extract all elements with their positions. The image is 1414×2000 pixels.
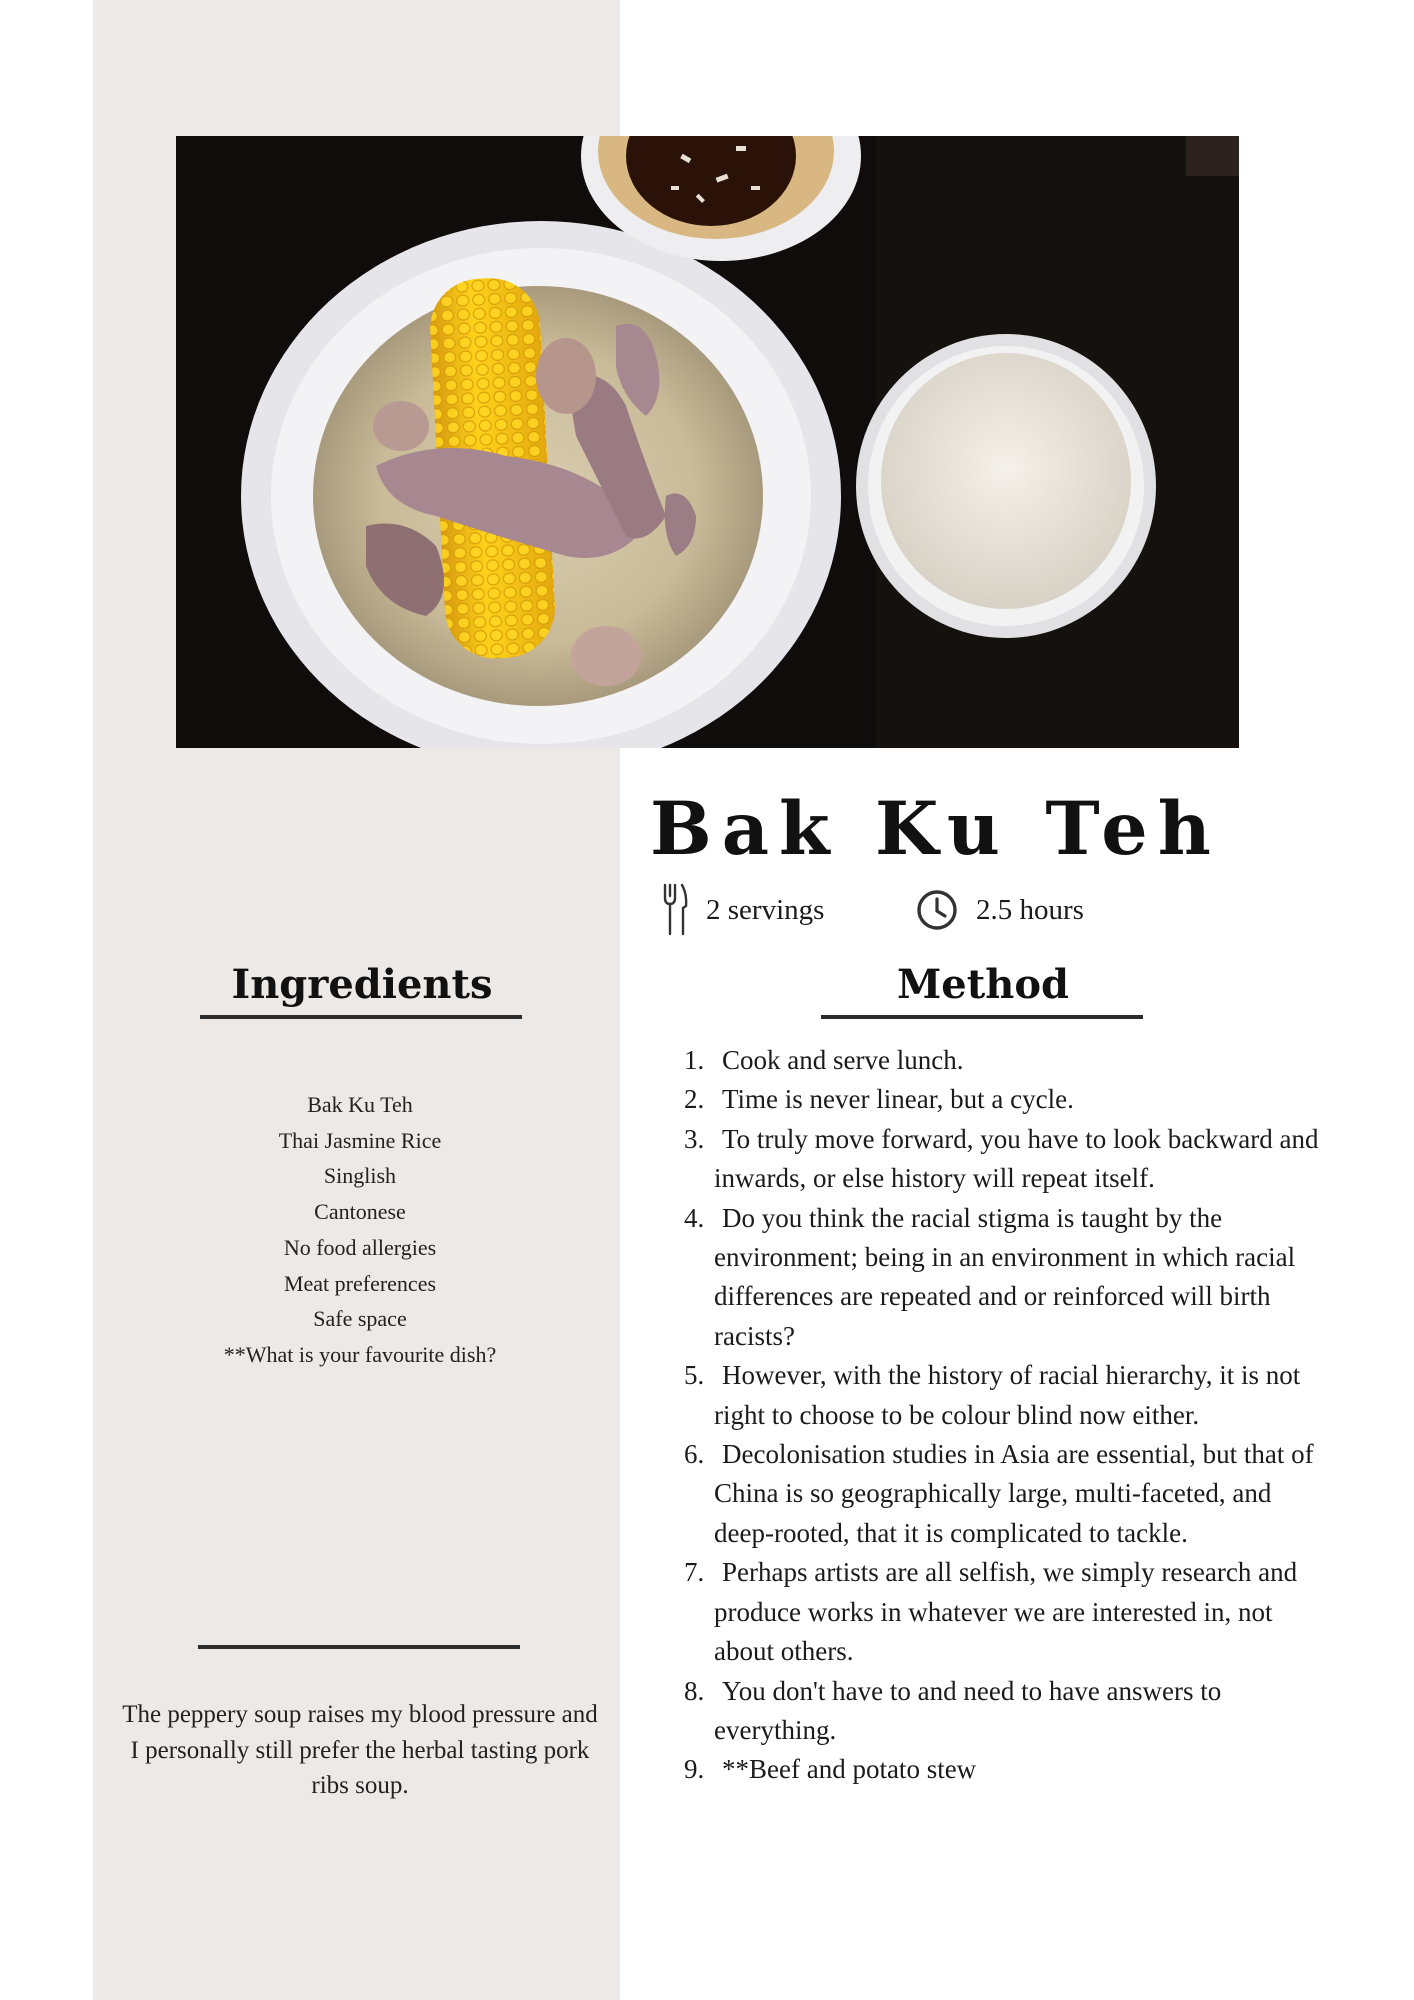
cutlery-icon <box>662 882 688 938</box>
step-number: 1. <box>684 1045 705 1075</box>
list-item: Bak Ku Teh <box>307 1092 413 1117</box>
ingredients-list <box>140 1087 580 1373</box>
step-text: Do you think the racial stigma is taught by the environment; being in an environment in which racial differences are repeated and or reinforced will birth racists? <box>714 1202 1296 1351</box>
step-number: 8. <box>684 1675 705 1706</box>
time-info <box>916 880 1084 940</box>
method-step <box>684 1199 1334 1357</box>
step-number: 3. <box>684 1123 705 1154</box>
method-step <box>684 1080 1334 1119</box>
step-text: Time is never linear, but a cycle. <box>722 1084 1074 1115</box>
step-number: 6. <box>684 1439 705 1470</box>
note-divider <box>198 1645 520 1649</box>
step-number: 9. <box>684 1754 705 1785</box>
step-text: You don't have to and need to have answers to everything. <box>714 1675 1222 1745</box>
method-step <box>684 1750 1334 1789</box>
list-item: Meat preferences <box>283 1270 437 1296</box>
time-text: 2.5 hours <box>976 893 1084 926</box>
servings-text: 2 servings <box>706 893 825 926</box>
method-heading: Method <box>897 961 1069 1008</box>
step-text: **Beef and potato stew <box>722 1754 977 1785</box>
method-step <box>684 1120 1334 1199</box>
list-item: Safe space <box>313 1306 407 1332</box>
step-text: Cook and serve lunch. <box>722 1045 964 1075</box>
ingredients-divider <box>200 1015 522 1019</box>
list-item: **What is your favourite dish? <box>223 1341 497 1367</box>
method-step <box>684 1672 1334 1751</box>
step-number: 7. <box>684 1557 705 1588</box>
step-text: However, with the history of racial hierarchy, it is not right to choose to be colour blind now either. <box>714 1360 1301 1430</box>
list-item: Cantonese <box>314 1199 406 1225</box>
step-text: Perhaps artists are all selfish, we simply research and produce works in whatever we are interested in, not about others. <box>714 1557 1298 1667</box>
method-step <box>684 1356 1334 1435</box>
step-text: Decolonisation studies in Asia are essential, but that of China is so geographically large, multi-faceted, and deep-rooted, that it is complicated to tackle. <box>714 1439 1314 1548</box>
method-step <box>684 1041 1334 1080</box>
recipe-photo <box>176 136 1239 748</box>
step-number: 5. <box>684 1360 705 1391</box>
servings-info <box>662 880 824 940</box>
list-item: No food allergies <box>283 1234 437 1260</box>
list-item: Thai Jasmine Rice <box>278 1127 442 1153</box>
step-number: 2. <box>684 1084 705 1115</box>
step-number: 4. <box>684 1202 705 1233</box>
method-list <box>684 1041 1334 1790</box>
personal-note: The peppery soup raises my blood pressure and I personally still prefer the herbal tasting pork ribs soup. <box>122 1701 598 1799</box>
step-text: To truly move forward, you have to look backward and inwards, or else history will repeat itself. <box>714 1123 1319 1194</box>
ingredients-heading: Ingredients <box>231 961 493 1008</box>
recipe-title: Bak Ku Teh <box>650 786 1221 872</box>
method-divider <box>821 1015 1143 1019</box>
list-item: Singlish <box>323 1163 397 1189</box>
method-step <box>684 1435 1334 1553</box>
clock-icon <box>916 889 958 931</box>
method-step <box>684 1553 1334 1671</box>
